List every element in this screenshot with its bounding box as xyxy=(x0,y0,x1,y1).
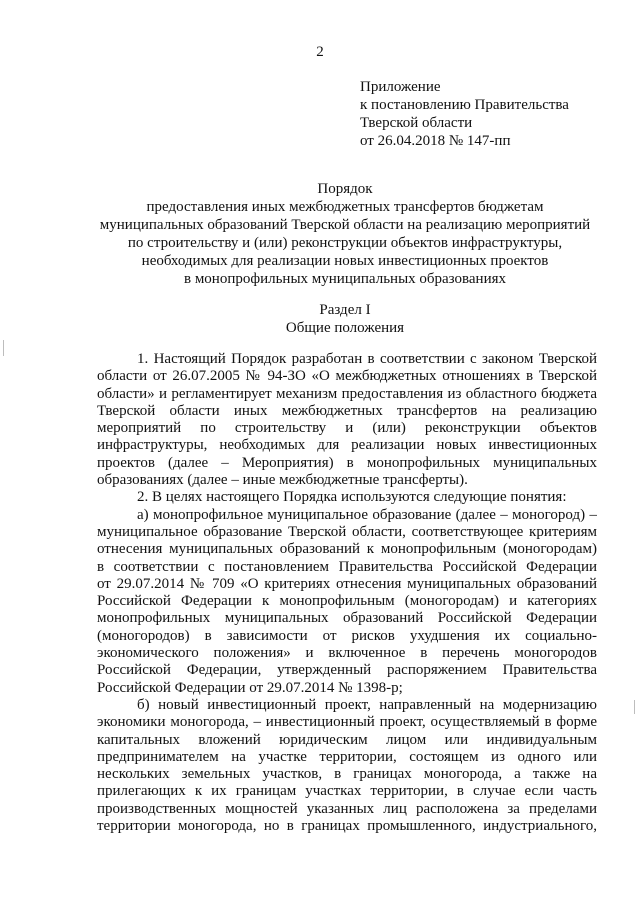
body-line: капитальных вложений юридическим лицом или индивидуальным xyxy=(97,731,597,748)
body-line: прилегающих к их границам участках территории, в случае если часть xyxy=(97,783,597,800)
body-line: 1. Настоящий Порядок разработан в соответствии с законом Тверской xyxy=(137,351,597,367)
body-line: б) новый инвестиционный проект, направленный на модернизацию xyxy=(137,696,597,713)
title-line: необходимых для реализации новых инвестиционных проектов xyxy=(141,253,549,269)
page-number: 2 xyxy=(316,44,324,60)
scan-artifact xyxy=(634,700,635,714)
appendix-line: Тверской области xyxy=(360,115,473,131)
title-line: Порядок xyxy=(317,181,373,197)
body-line: (моногородов) в зависимости от рисков ухудшения их социально- xyxy=(97,627,597,644)
section-name: Общие положения xyxy=(285,320,405,336)
title-line: муниципальных образований Тверской области на реализацию мероприятий xyxy=(99,217,591,233)
body-line: а) монопрофильное муниципальное образование (далее – моногород) – xyxy=(137,506,597,523)
body-line: в соответствии с постановлением Правительства Российской Федерации xyxy=(97,558,597,575)
section-heading xyxy=(60,301,630,337)
body-line: образованиях (далее – иные межбюджетные трансферты). xyxy=(97,472,468,489)
body-line: мероприятий по строительству и (или) реконструкции объектов xyxy=(97,420,597,437)
body-line: территории моногорода, но в границах промышленного, индустриального, xyxy=(97,818,597,835)
document-title xyxy=(60,180,630,288)
body-text xyxy=(97,351,597,835)
body-line: экономики моногорода, – инвестиционный проект, осуществляемый в форме xyxy=(97,714,597,731)
body-line: Тверской области иных межбюджетных трансфертов на реализацию xyxy=(97,402,597,419)
body-line: экономического положения» и включенное в перечень моногородов xyxy=(97,645,597,662)
body-line: муниципальное образование Тверской области, соответствующее критериям xyxy=(97,523,597,540)
body-line: области от 26.07.2005 № 94-ЗО «О межбюджетных отношениях в Тверской xyxy=(97,368,597,385)
body-line: 2. В целях настоящего Порядка используются следующие понятия: xyxy=(137,489,567,506)
body-line: от 29.07.2014 № 709 «О критериях отнесения муниципальных образований xyxy=(97,575,597,592)
title-line: по строительству и (или) реконструкции объектов инфраструктуры, xyxy=(127,235,563,251)
body-line: Российской Федерации к монопрофильным (моногородам) и категориях xyxy=(97,593,597,610)
body-line: производственных мощностей указанных лиц расположена за пределами xyxy=(97,800,597,817)
body-line: Российской Федерации, утвержденный распоряжением Правительства xyxy=(97,662,597,679)
body-line: отнесения муниципальных образований к монопрофильным (моногородам) xyxy=(97,541,597,558)
title-line: в монопрофильных муниципальных образованиях xyxy=(183,271,507,287)
title-line: предоставления иных межбюджетных трансфертов бюджетам xyxy=(146,199,544,215)
scan-artifact xyxy=(3,340,4,356)
body-line: инфраструктуры, необходимых для реализации новых инвестиционных xyxy=(97,437,597,454)
appendix-line: к постановлению Правительства xyxy=(360,97,569,113)
body-line: нескольких земельных участков, в границах моногорода, а также на xyxy=(97,766,597,783)
section-number: Раздел I xyxy=(319,302,371,318)
body-line: проектов (далее – Мероприятия) в монопрофильных муниципальных xyxy=(97,454,597,471)
appendix-block xyxy=(360,78,569,150)
body-line: области» и регламентирует механизм предоставления из областного бюджета xyxy=(97,385,597,402)
body-line: Российской Федерации от 29.07.2014 № 1398-р; xyxy=(97,679,403,696)
appendix-line: от 26.04.2018 № 147-пп xyxy=(360,133,511,149)
body-line: монопрофильных муниципальных образований Российской Федерации xyxy=(97,610,597,627)
appendix-line: Приложение xyxy=(360,79,441,95)
body-line: предпринимателем на участке территории, состоящем из одного или xyxy=(97,748,597,765)
